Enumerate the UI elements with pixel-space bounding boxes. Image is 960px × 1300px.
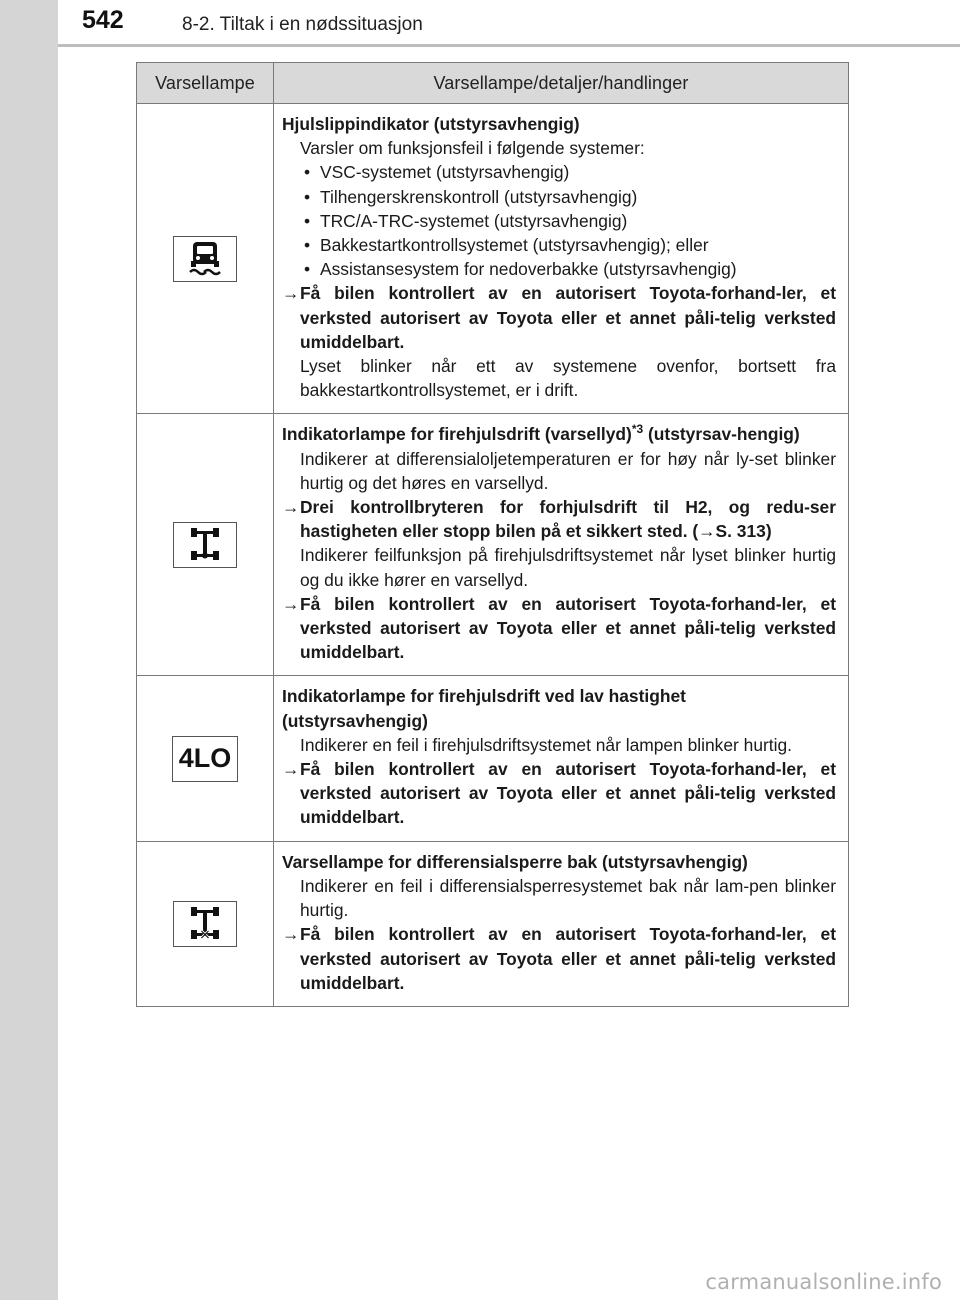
lamp-cell [137,676,274,841]
details-cell [274,676,849,841]
watermark: carmanualsonline.info [705,1270,942,1294]
arrow-icon: → [282,759,300,780]
list-item: • TRC/A-TRC-systemet (utstyrsavhengig) [304,209,836,233]
lamp-note: Lyset blinker når ett av systemene ovenfor, bortsett fra bakkestartkontrollsystemet, er i drift. [300,356,836,401]
arrow-icon: → [282,924,300,945]
lamp-title: Indikatorlampe for firehjulsdrift ved lav hastighet (utstyrsavhengig) [282,686,686,731]
lamp-title: Varsellampe for differensialsperre bak (utstyrsavhengig) [282,851,748,872]
column-header-lamp: Varsellampe [137,63,274,104]
arrow-icon: → [282,593,300,614]
lamp-cell [137,841,274,1006]
lamp-description: Indikerer en feil i firehjulsdriftsystemet når lampen blinker hurtig. [300,734,792,755]
action-text: Drei kontrollbryteren for forhjulsdrift til H2, og redu-ser hastigheten eller stopp bilen på et sikkert sted. ( [300,497,836,542]
action-instruction [282,757,836,830]
list-item: • VSC-systemet (utstyrsavhengig) [304,160,836,184]
table-header-row [137,63,849,104]
column-header-details: Varsellampe/detaljer/handlinger [274,63,849,104]
action-text: Få bilen kontrollert av en autorisert Toyota-forhand-ler, et verksted autorisert av Toyota eller et annet påli-telig verksted umiddelbart. [300,283,836,352]
action-instruction [282,922,836,995]
action-instruction [282,592,836,665]
lamp-description: Indikerer en feil i differensialsperresystemet bak når lam-pen blinker hurtig. [300,875,836,921]
table-row [137,676,849,841]
list-item: • Tilhengerskrenskontroll (utstyrsavhengig) [304,185,836,209]
action-instruction [282,495,836,543]
lamp-title [282,422,836,446]
table-row [137,414,849,676]
lamp-description: Indikerer at differensialoljetemperaturen er for høy når ly-set blinker hurtig og det høres en varsellyd. [300,448,836,493]
list-item: • Bakkestartkontrollsystemet (utstyrsavhengig); eller [304,233,836,257]
lamp-description: Indikerer feilfunksjon på firehjulsdriftsystemet når lyset blinker hurtig og du ikke hører en varsellyd. [300,545,836,590]
four-wheel-drive-icon [173,522,237,568]
lamp-cell [137,414,274,676]
chapter-title: 8-2. Tiltak i en nødssituasjon [182,14,423,35]
page-side-bar [0,0,58,1300]
four-lo-label: 4LO [178,743,232,774]
lamp-title-tail: (utstyrsav-hengig) [643,424,800,445]
header-rule [58,44,960,47]
arrow-icon: → [282,283,300,304]
lamp-intro: Varsler om funksjonsfeil i følgende systemer: [300,138,645,159]
page-reference[interactable]: S. 313) [715,521,772,542]
details-cell [274,414,849,676]
lamp-title: Hjulslippindikator (utstyrsavhengig) [282,114,580,134]
action-text: Få bilen kontrollert av en autorisert Toyota-forhand-ler, et verksted autorisert av Toyota eller et annet påli-telig verksted umiddelbart. [300,759,836,828]
slip-indicator-icon [173,236,237,282]
lamp-title-main: Indikatorlampe for firehjulsdrift (varsellyd) [282,424,632,445]
four-lo-icon [172,736,238,782]
table-row [137,104,849,414]
page-number: 542 [82,6,124,34]
arrow-icon: → [698,521,716,542]
lamp-cell [137,104,274,414]
details-cell [274,104,849,414]
warning-lamp-table [136,62,849,1007]
list-item: • Assistansesystem for nedoverbakke (utstyrsavhengig) [304,257,836,281]
action-text: Få bilen kontrollert av en autorisert Toyota-forhand-ler, et verksted autorisert av Toyota eller et annet påli-telig verksted umiddelbart. [300,593,836,663]
arrow-icon: → [282,497,300,518]
footnote-marker: *3 [631,422,644,437]
details-cell [274,841,849,1006]
action-instruction [282,281,836,354]
action-text: Få bilen kontrollert av en autorisert Toyota-forhand-ler, et verksted autorisert av Toyota eller et annet påli-telig verksted umiddelbart. [300,924,836,993]
table-row [137,841,849,1006]
rear-diff-lock-icon [173,901,237,947]
